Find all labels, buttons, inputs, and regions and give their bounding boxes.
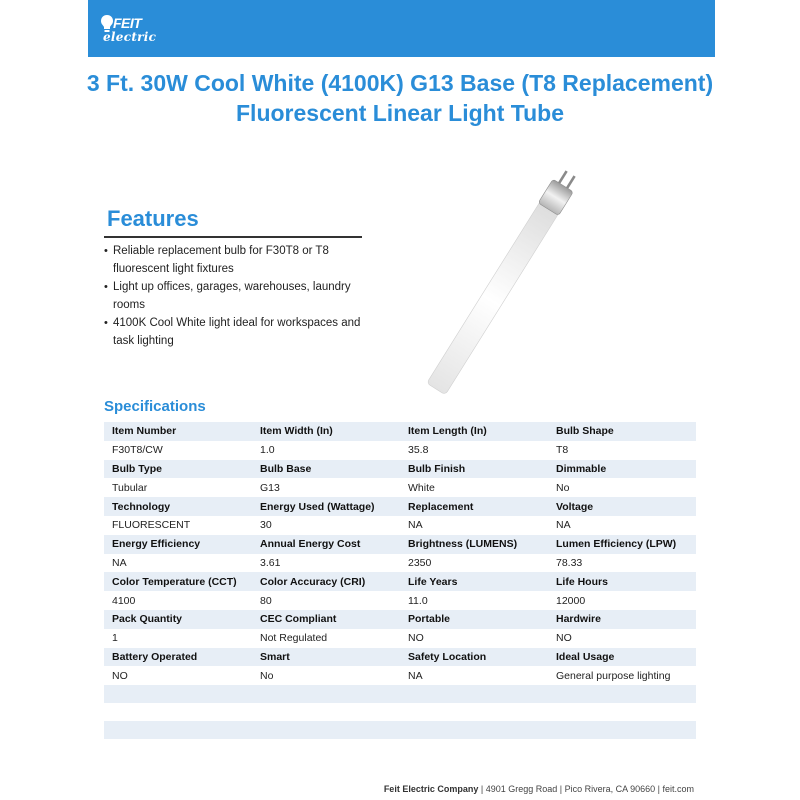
spec-value: General purpose lighting xyxy=(548,666,696,685)
features-divider xyxy=(104,236,362,238)
header-band xyxy=(88,0,715,57)
item-number-link[interactable]: F30T8/CW xyxy=(104,441,252,460)
spec-label: Ideal Usage xyxy=(548,648,696,667)
spec-label: Replacement xyxy=(400,497,548,516)
brand-logo[interactable] xyxy=(100,14,180,46)
spec-value-row xyxy=(104,441,696,460)
spec-value: No xyxy=(548,478,696,497)
feature-item: • Light up offices, garages, warehouses, laundry rooms xyxy=(104,278,374,314)
spec-label: Life Years xyxy=(400,572,548,591)
spec-value-row xyxy=(104,666,696,685)
spec-value: 35.8 xyxy=(400,441,548,460)
spec-label: Battery Operated xyxy=(104,648,252,667)
spec-value: 2350 xyxy=(400,554,548,573)
spec-label-row xyxy=(104,535,696,554)
spec-label: Bulb Finish xyxy=(400,460,548,479)
spec-label: Energy Used (Wattage) xyxy=(252,497,400,516)
spec-label: Energy Efficiency xyxy=(104,535,252,554)
spec-label: Lumen Efficiency (LPW) xyxy=(548,535,696,554)
page-title xyxy=(60,68,740,128)
spec-label: Life Hours xyxy=(548,572,696,591)
spec-label: Bulb Base xyxy=(252,460,400,479)
spec-value: Tubular xyxy=(104,478,252,497)
features-list xyxy=(104,242,374,350)
footer xyxy=(384,784,694,794)
spec-label: Smart xyxy=(252,648,400,667)
spec-label: Safety Location xyxy=(400,648,548,667)
logo-wordmark-top: FEIT xyxy=(113,15,142,31)
spec-label-row xyxy=(104,648,696,667)
spec-value: NO xyxy=(548,629,696,648)
spec-label-row xyxy=(104,422,696,441)
spec-label-row xyxy=(104,572,696,591)
spec-value: White xyxy=(400,478,548,497)
spec-value-row xyxy=(104,629,696,648)
spec-value-row xyxy=(104,478,696,497)
spec-value: 12000 xyxy=(548,591,696,610)
spec-label-row xyxy=(104,610,696,629)
spec-value: NA xyxy=(400,516,548,535)
spec-value: NA xyxy=(104,554,252,573)
fluorescent-tube-image xyxy=(420,160,650,400)
spec-empty-band xyxy=(104,685,696,703)
spec-label: CEC Compliant xyxy=(252,610,400,629)
features-heading: Features xyxy=(107,206,199,231)
spec-value: 4100 xyxy=(104,591,252,610)
spec-label: Pack Quantity xyxy=(104,610,252,629)
spec-value: NO xyxy=(104,666,252,685)
spec-value: G13 xyxy=(252,478,400,497)
spec-label: Brightness (LUMENS) xyxy=(400,535,548,554)
spec-value: 1.0 xyxy=(252,441,400,460)
spec-label: Technology xyxy=(104,497,252,516)
spec-label: Hardwire xyxy=(548,610,696,629)
spec-label: Color Accuracy (CRI) xyxy=(252,572,400,591)
spec-value: NO xyxy=(400,629,548,648)
spec-value: No xyxy=(252,666,400,685)
spec-label-row xyxy=(104,497,696,516)
spec-value-row xyxy=(104,591,696,610)
spec-label: Item Width (In) xyxy=(252,422,400,441)
spec-value: Not Regulated xyxy=(252,629,400,648)
spec-label: Voltage xyxy=(548,497,696,516)
spec-label: Color Temperature (CCT) xyxy=(104,572,252,591)
feature-item: • Reliable replacement bulb for F30T8 or T8 fluorescent light fixtures xyxy=(104,242,374,278)
spec-label: Item Number xyxy=(104,422,252,441)
spec-value: NA xyxy=(400,666,548,685)
spec-value: 3.61 xyxy=(252,554,400,573)
logo-wordmark-bottom: electric xyxy=(103,30,157,44)
title-line-1: 3 Ft. 30W Cool White (4100K) G13 Base (T8 Replacement) xyxy=(86,70,714,96)
specifications-table xyxy=(104,422,696,685)
spec-value: 30 xyxy=(252,516,400,535)
footer-company: Feit Electric Company xyxy=(383,784,479,794)
spec-value: FLUORESCENT xyxy=(104,516,252,535)
feature-item: • 4100K Cool White light ideal for workspaces and task lighting xyxy=(104,314,374,350)
spec-value: 1 xyxy=(104,629,252,648)
spec-value-row xyxy=(104,554,696,573)
spec-label: Item Length (In) xyxy=(400,422,548,441)
spec-value: NA xyxy=(548,516,696,535)
footer-website-link[interactable]: feit.com xyxy=(662,784,694,794)
spec-label: Annual Energy Cost xyxy=(252,535,400,554)
spec-value: T8 xyxy=(548,441,696,460)
spec-empty-band xyxy=(104,721,696,739)
spec-value: 78.33 xyxy=(548,554,696,573)
footer-separator: | xyxy=(478,784,486,794)
spec-label: Portable xyxy=(400,610,548,629)
title-line-2: Fluorescent Linear Light Tube xyxy=(236,100,564,126)
specifications-heading: Specifications xyxy=(104,398,206,415)
footer-address: 4901 Gregg Road | Pico Rivera, CA 90660 | xyxy=(485,784,660,794)
spec-value: 11.0 xyxy=(400,591,548,610)
spec-value: 80 xyxy=(252,591,400,610)
spec-label: Dimmable xyxy=(548,460,696,479)
spec-value-row xyxy=(104,516,696,535)
spec-label-row xyxy=(104,460,696,479)
spec-label: Bulb Type xyxy=(104,460,252,479)
spec-label: Bulb Shape xyxy=(548,422,696,441)
